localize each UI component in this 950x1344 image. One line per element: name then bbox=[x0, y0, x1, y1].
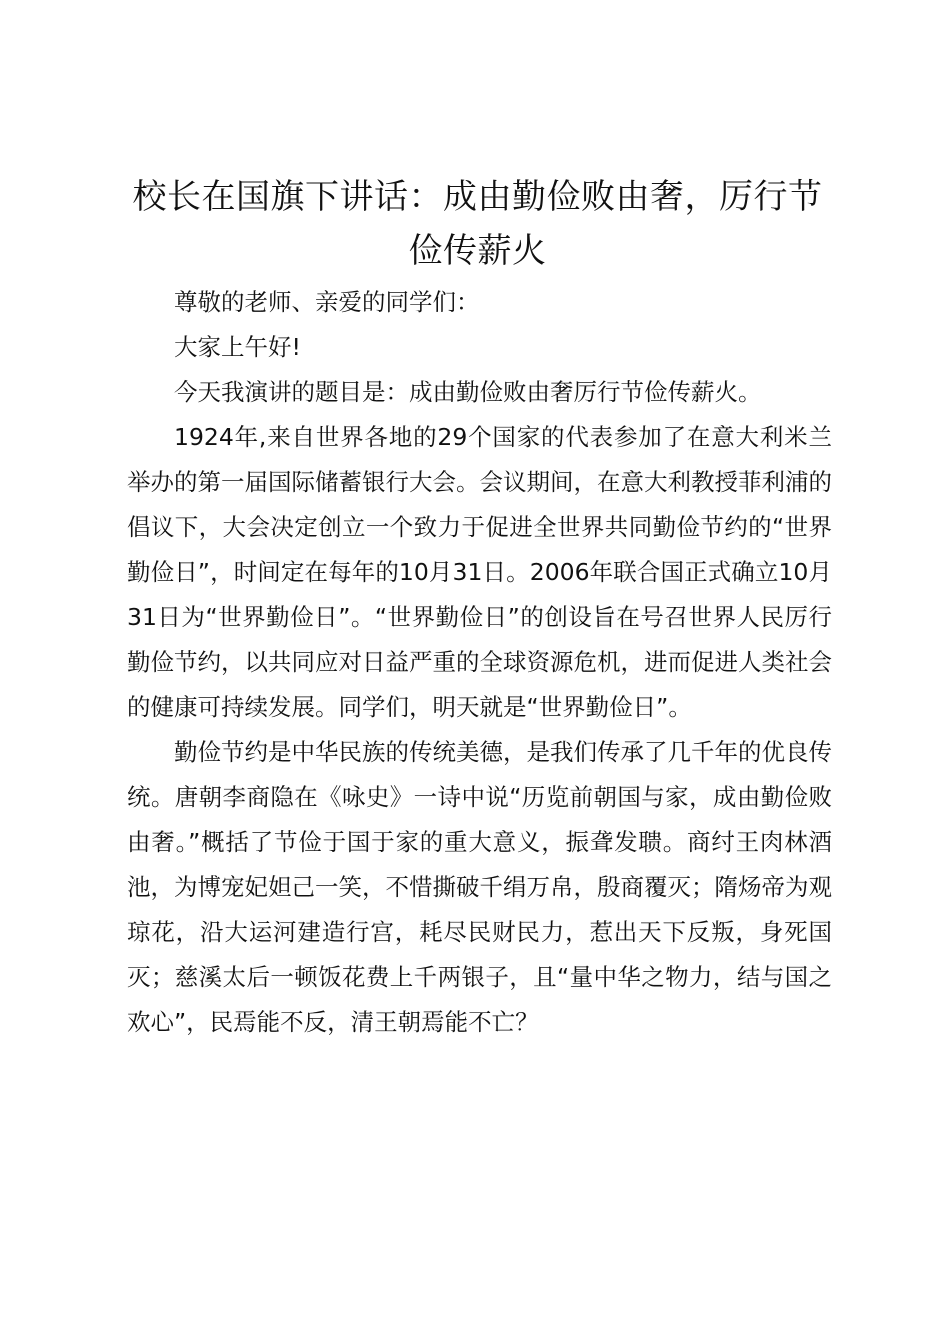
topic-paragraph: 今天我演讲的题目是：成由勤俭败由奢厉行节俭传薪火。 bbox=[174, 378, 762, 406]
salutation-paragraph: 尊敬的老师、亲爱的同学们： bbox=[174, 288, 480, 316]
tradition-paragraph: 勤俭节约是中华民族的传统美德，是我们传承了几千年的优良传统。唐朝李商隐在《咏史》一诗中说“历览前朝国与家，成由勤俭败由奢。”概括了节俭于国于家的重大意义，振聋发聩。商纣王肉林酒池，为博宠妃妲己一笑，不惜撕破千绢万帛，殷商覆灭；隋炀帝为观琼花，沿大运河建造行宫，耗尽民财民力，惹出天下反叛，身死国灭；慈溪太后一顿饭花费上千两银子，且“量中华之物力，结与国之欢心”，民焉能不反，清王朝焉能不亡？ bbox=[127, 738, 832, 1036]
greeting-paragraph: 大家上午好! bbox=[174, 333, 301, 361]
history-paragraph: 1924年,来自世界各地的29个国家的代表参加了在意大利米兰举办的第一届国际储蓄银行大会。会议期间，在意大利教授菲利浦的倡议下，大会决定创立一个致力于促进全世界共同勤俭节约的“世界勤俭日”，时间定在每年的10月31日。2006年联合国正式确立10月31日为“世界勤俭日”。“世界勤俭日”的创设旨在号召世界人民厉行勤俭节约，以共同应对日益严重的全球资源危机，进而促进人类社会的健康可持续发展。同学们，明天就是“世界勤俭日”。 bbox=[127, 423, 832, 721]
document-body bbox=[127, 280, 832, 1045]
document-title: 校长在国旗下讲话：成由勤俭败由奢，厉行节俭传薪火 bbox=[132, 177, 823, 271]
